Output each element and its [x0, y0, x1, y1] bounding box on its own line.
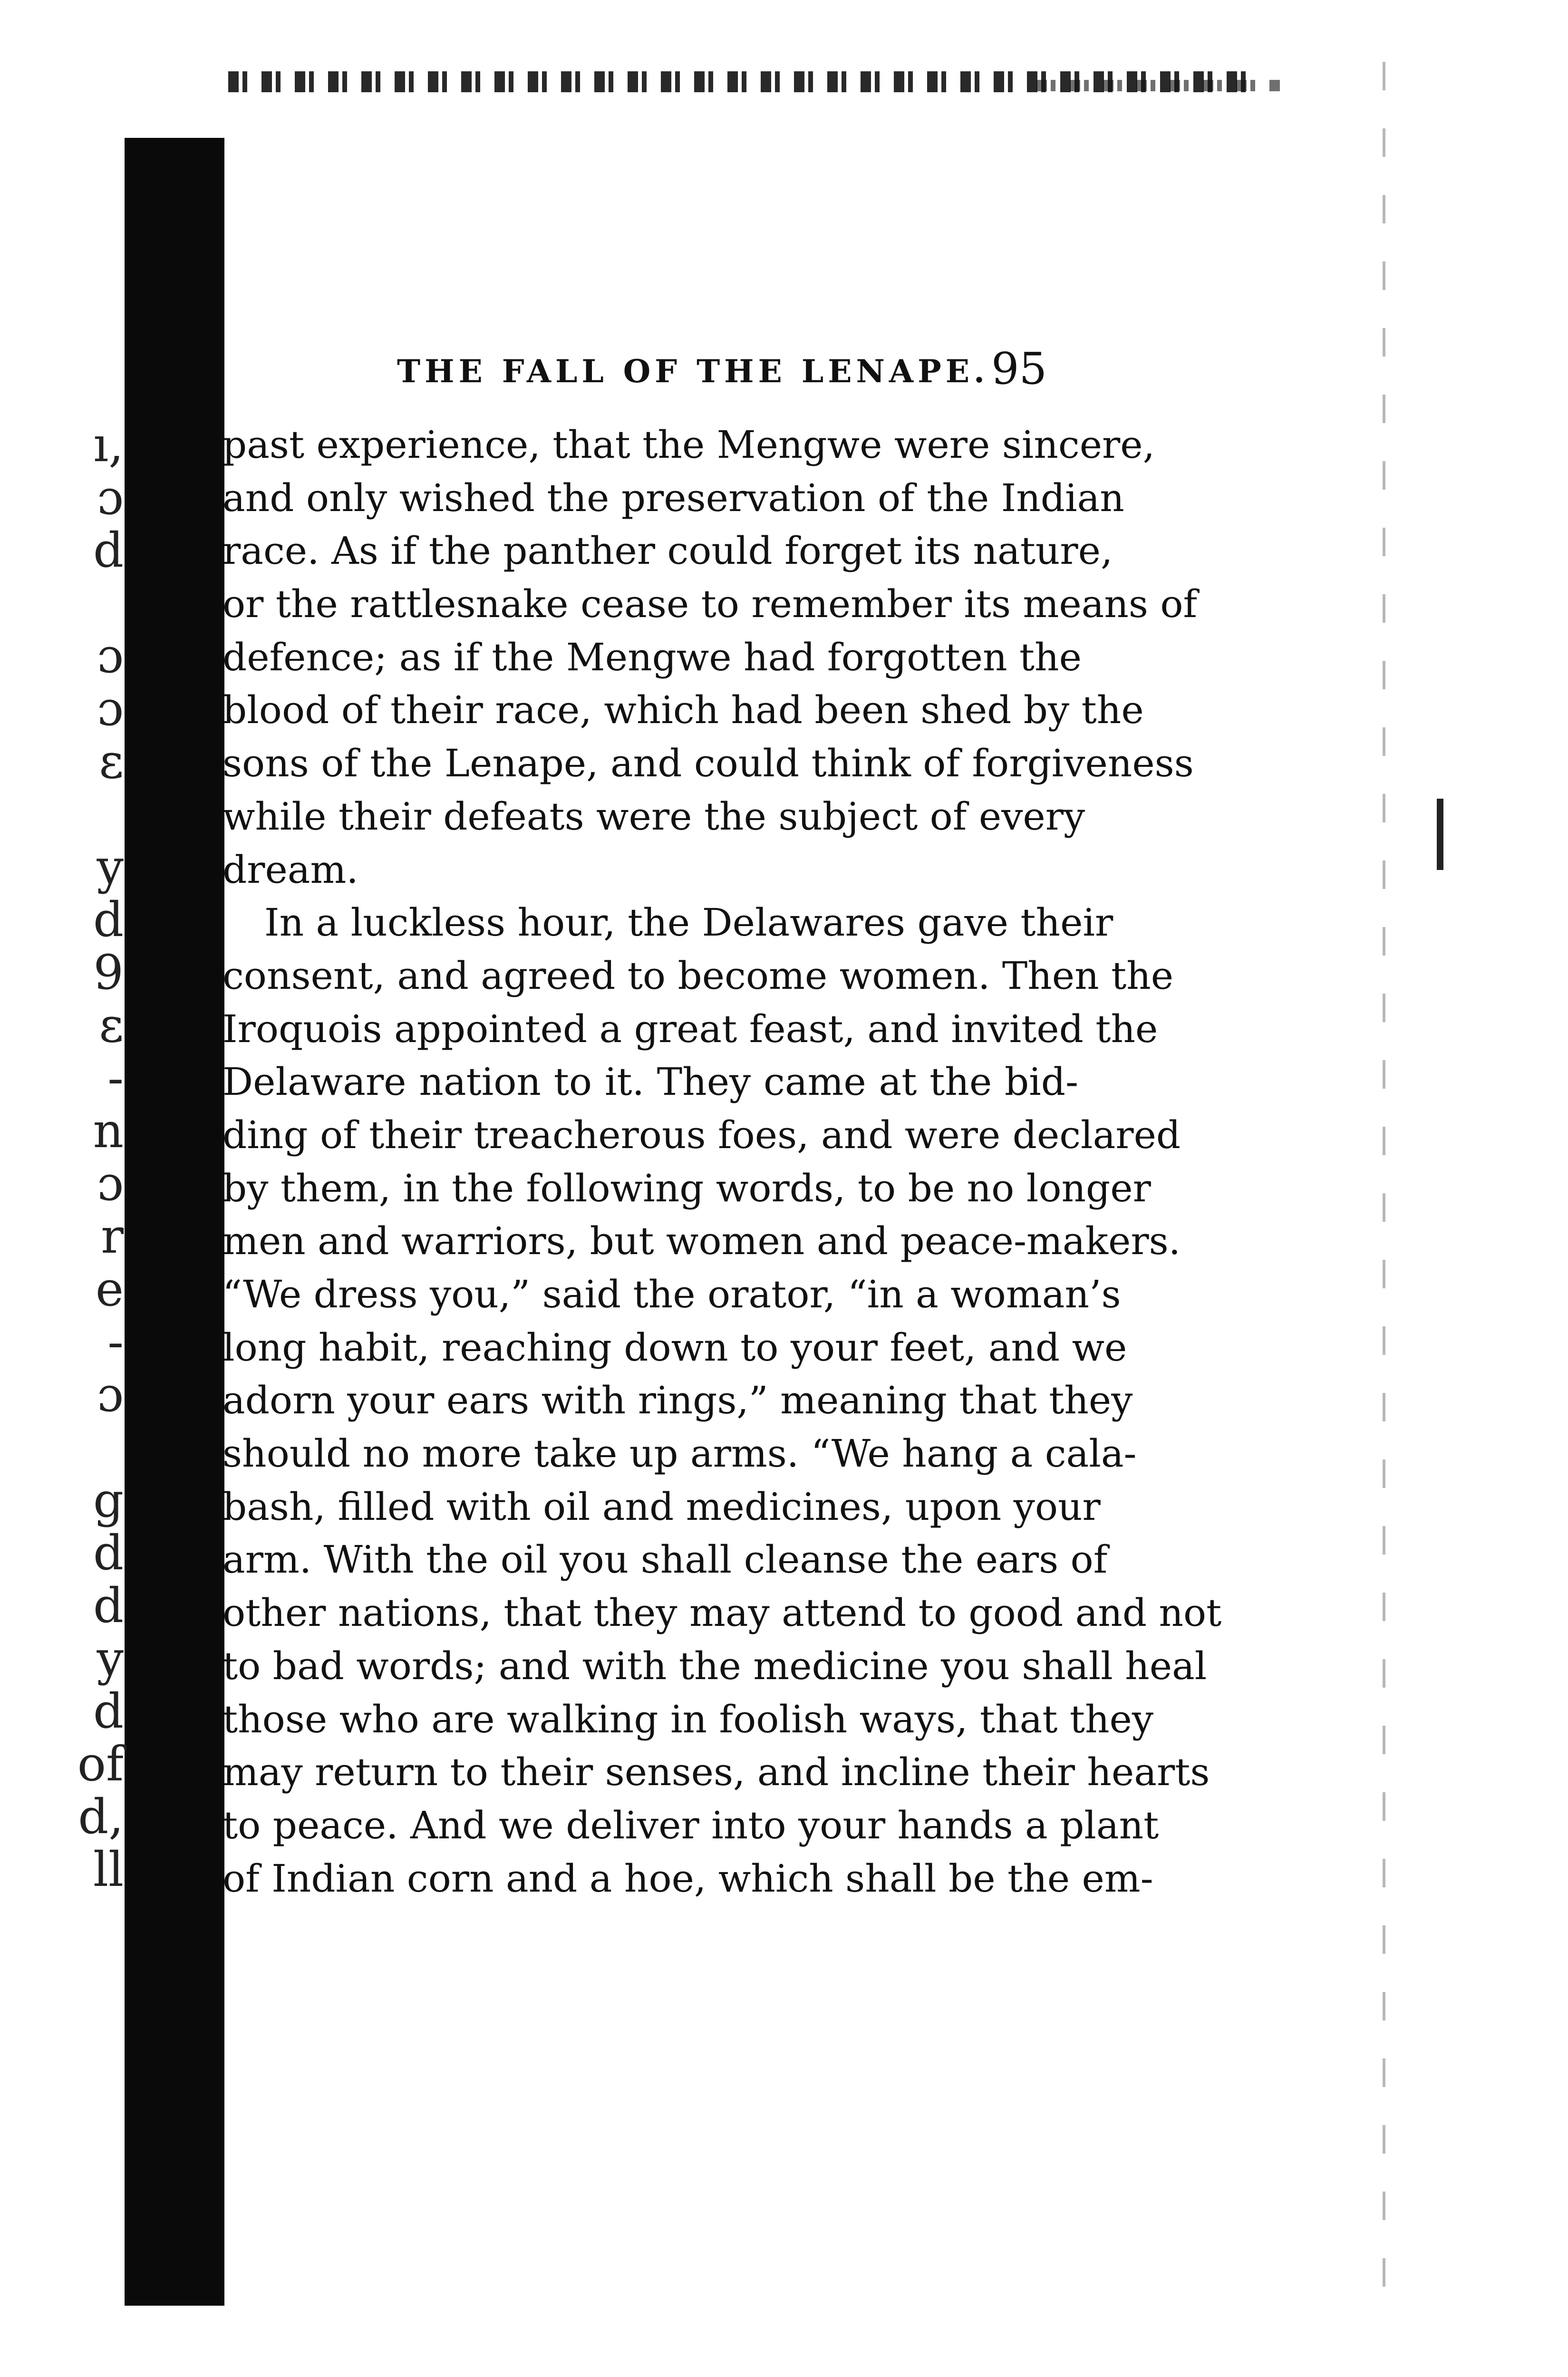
bleed-through-letter: d [93, 892, 124, 947]
text-line: arm. With the oil you shall cleanse the ears of [223, 1537, 1108, 1582]
bleed-through-letter [24, 1421, 124, 1474]
bleed-through-letter: n [93, 1103, 124, 1159]
text-line: Iroquois appointed a great feast, and invited the [223, 1006, 1158, 1051]
text-line: Delaware nation to it. They came at the bid- [223, 1060, 1078, 1104]
bleed-through-letter: ɔ [97, 681, 124, 736]
text-line: past experience, that the Mengwe were sincere, [223, 423, 1155, 467]
text-line: of Indian corn and a hoe, which shall be the em- [223, 1856, 1153, 1901]
text-line: adorn your ears with rings,” meaning that they [223, 1378, 1133, 1423]
bleed-through-letter: d [93, 1578, 124, 1633]
scan-mark [1437, 799, 1443, 870]
text-line: to bad words; and with the medicine you shall heal [223, 1643, 1207, 1688]
page-right-edge [1383, 62, 1385, 2296]
scan-top-edge-right [1036, 80, 1284, 91]
text-line: by them, in the following words, to be no longer [223, 1166, 1151, 1210]
bleed-through-letter: ɔ [97, 1156, 124, 1211]
bleed-through-letter: - [107, 1050, 124, 1106]
page-number: 95 [991, 343, 1047, 394]
bleed-through-letter: ɔ [97, 470, 124, 525]
bleed-through-column [24, 418, 124, 1896]
bleed-through-letter: ɛ [99, 997, 124, 1053]
text-line: consent, and agreed to become women. Then the [223, 953, 1174, 998]
bleed-through-letter: of [77, 1736, 124, 1792]
text-line: should no more take up arms. “We hang a cala- [223, 1431, 1137, 1476]
bleed-through-letter: ı, [93, 417, 124, 473]
text-line: or the rattlesnake cease to remember its means of [223, 582, 1198, 627]
text-line: defence; as if the Mengwe had forgotten the [223, 635, 1082, 679]
bleed-through-letter [24, 788, 124, 841]
text-line: long habit, reaching down to your feet, and we [223, 1325, 1127, 1370]
text-line: ding of their treacherous foes, and were declared [223, 1112, 1181, 1157]
bleed-through-letter: d [93, 1683, 124, 1739]
bleed-through-letter: r [101, 1208, 124, 1264]
text-line: In a luckless hour, the Delawares gave their [264, 900, 1113, 945]
text-line: “We dress you,” said the orator, “in a woman’s [223, 1272, 1121, 1316]
bleed-through-letter: d [93, 1525, 124, 1581]
bleed-through-letter [24, 577, 124, 629]
bleed-through-letter: y [97, 1631, 124, 1686]
text-line: dream. [223, 847, 358, 892]
bleed-through-letter: d [93, 522, 124, 578]
bleed-through-letter: ll [93, 1842, 124, 1897]
text-line: race. As if the panther could forget its nature, [223, 529, 1113, 573]
book-spine-shadow [125, 138, 224, 2306]
bleed-through-letter: e [95, 1261, 124, 1317]
bleed-through-letter: - [107, 1314, 124, 1370]
text-line: those who are walking in foolish ways, that they [223, 1697, 1154, 1741]
text-line: may return to their senses, and incline their hearts [223, 1750, 1210, 1795]
body-text [223, 418, 1222, 1905]
text-line: bash, filled with oil and medicines, upon your [223, 1484, 1101, 1529]
bleed-through-letter: y [97, 839, 124, 895]
bleed-through-letter: d, [78, 1789, 124, 1845]
bleed-through-letter: g [93, 1472, 124, 1528]
running-head: THE FALL OF THE LENAPE. [397, 353, 989, 390]
text-line: and only wished the preservation of the Indian [223, 475, 1124, 520]
bleed-through-letter: 9 [93, 945, 124, 1000]
text-line: while their defeats were the subject of every [223, 794, 1085, 839]
bleed-through-letter: ɛ [99, 734, 124, 789]
text-line: men and warriors, but women and peace-makers. [223, 1219, 1181, 1264]
text-line: other nations, that they may attend to good and not [223, 1591, 1222, 1635]
text-line: blood of their race, which had been shed by the [223, 688, 1144, 733]
bleed-through-letter: ɔ [97, 1367, 124, 1422]
text-line: to peace. And we deliver into your hands a plant [223, 1803, 1159, 1847]
text-line: sons of the Lenape, and could think of forgiveness [223, 741, 1194, 786]
bleed-through-letter: ɔ [97, 628, 124, 684]
